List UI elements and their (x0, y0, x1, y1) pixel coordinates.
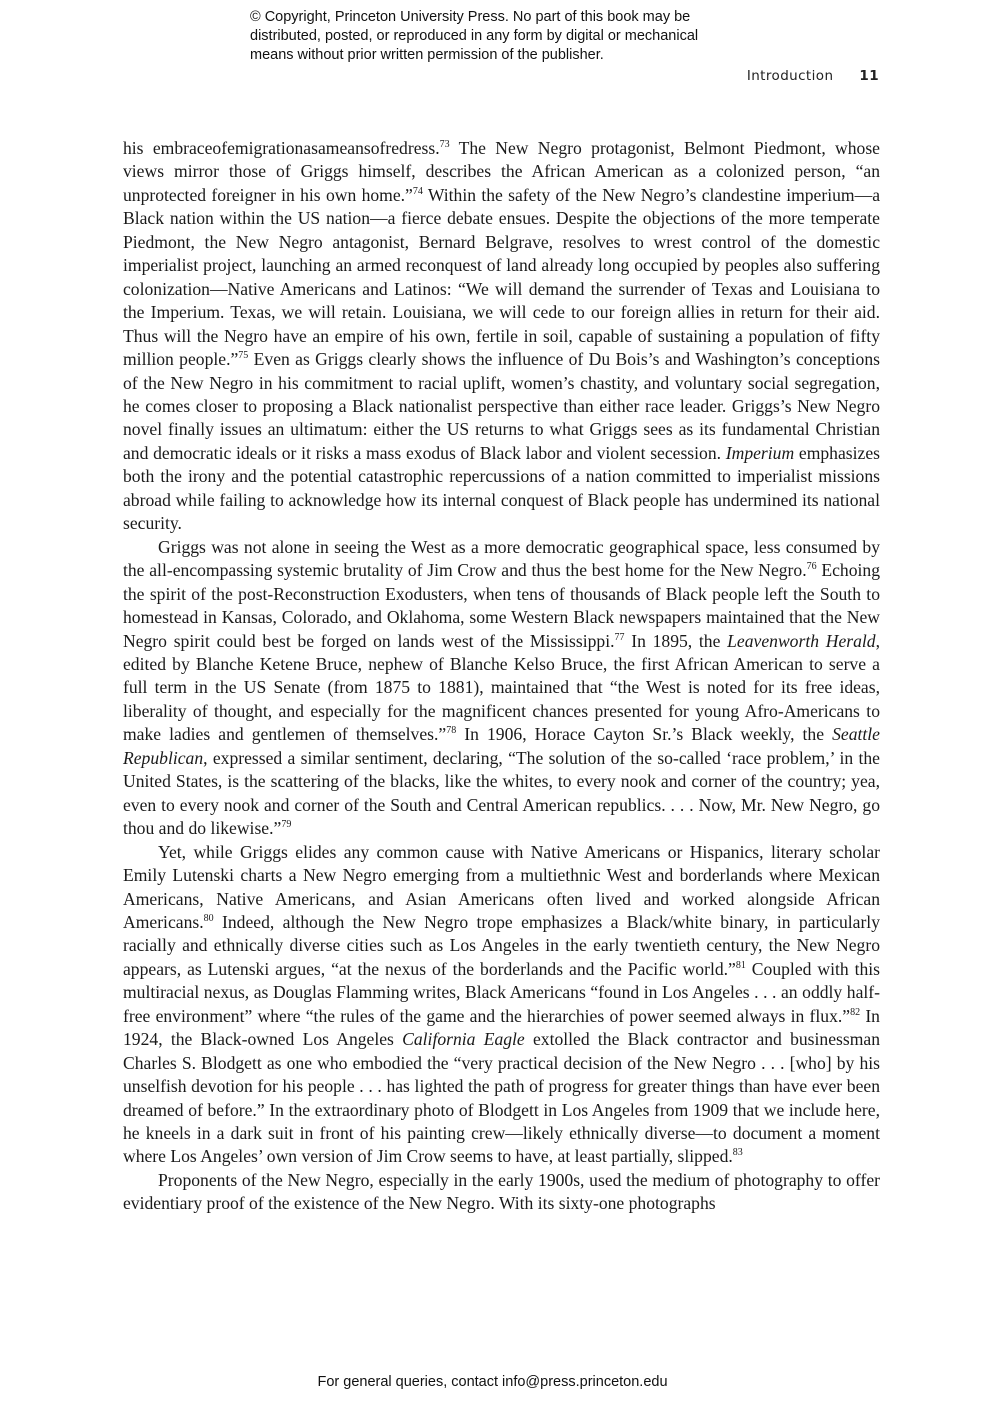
text-run: , edited by Blanche Ketene Bruce, nephew of Blanche Kelso Bruce, the first African American to serve a full term in the US Senate (from 1875 to 1881), maintained that “the West is noted for its free ideas, liberality of thought, and especially for the magnificent chances presented for young Afro-Americans to make ladies and gentlemen of themselves.” (123, 630, 880, 745)
text-run: emphasizes both the irony and the potential catastrophic repercussions of a nation committed to imperialist missions abroad while failing to acknowledge how its internal conquest of Black people has undermined its national security. (123, 442, 880, 534)
page-number: 11 (859, 68, 879, 84)
text-run: Indeed, although the New Negro trope emphasizes a Black/white binary, in particularly racially and ethnically diverse cities such as Los Angeles in the early twentieth century, the New Negro appears, as Lutenski argues, “at the nexus of the borderlands and the Pacific world.” (123, 911, 880, 979)
footnote-ref: 80 (203, 912, 214, 924)
footnote-ref: 75 (238, 350, 249, 362)
text-run: extolled the Black contractor and businessman Charles S. Blodgett as one who embodied the “very practical decision of the New Negro . . . [who] by his unselfish devotion for his people . . . has lighted the path of progress for greater things than have ever been dreamed of before.” In the extraordinary photo of Blodgett in Los Angeles from 1909 that we include here, he kneels in a dark suit in front of his painting crew—likely ethnically diverse—to document a moment where Los Angeles’ own version of Jim Crow seems to have, at least partially, slipped. (123, 1029, 881, 1167)
text-run: The New Negro protagonist, Belmont Piedmont, whose views mirror those of Griggs himself, describes the African American as a colonized person, “an unprotected foreigner in his own home.” (123, 138, 880, 205)
footnote-ref: 77 (614, 631, 625, 643)
text-run: In 1895, the (624, 630, 728, 651)
body-text (123, 137, 880, 1216)
copyright-line: means without prior written permission of the publisher. (250, 47, 604, 63)
running-head (747, 68, 879, 84)
text-run: Even as Griggs clearly shows the influence of Du Bois’s and Washington’s conceptions of the New Negro in his commitment to racial uplift, women’s chastity, and voluntary social segregation, he comes closer to proposing a Black nationalist perspective than either race leader. Griggs’s New Negro novel finally issues an ultimatum: either the US returns to what Griggs sees as its fundamental Christian and democratic ideals or it risks a mass exodus of Black labor and violent secession. (123, 349, 880, 463)
paragraph (123, 536, 880, 841)
copyright-notice (250, 8, 770, 65)
italic-title: Leavenworth Herald (727, 630, 876, 651)
footer-contact: For general queries, contact info@press.princeton.edu (317, 1374, 668, 1390)
text-run: Within the safety of the New Negro’s clandestine imperium—a Black nation within the US nation—a fierce debate ensues. Despite the objections of the more temperate Piedmont, the New Negro antagonist, Bernard Belgrave, resolves to wrest control of the domestic imperialist project, launching an armed reconquest of land already long occupied by peoples also suffering colonization—Native Americans and Latinos: “We will demand the surrender of Texas and Louisiana to the Imperium. Texas, we will retain. Louisiana, we will cede to our foreign allies in return for their aid. Thus will the Negro have an empire of his own, fertile in soil, capable of sustaining a population of fifty million people.” (123, 184, 881, 370)
paragraph (123, 137, 880, 536)
italic-title: Seattle Republican (123, 724, 880, 768)
text-run: Echoing the spirit of the post-Reconstruction Exodusters, when tens of thousands of Black people left the South to homestead in Kansas, Colorado, and Oklahoma, some Western Black newspapers maintained that the New Negro spirit could best be forged on lands west of the Mississippi. (123, 560, 880, 651)
running-head-title: Introduction (746, 68, 834, 84)
text-run: Coupled with this multiracial nexus, as Douglas Flamming writes, Black Americans “found in Los Angeles . . . an oddly half-free environment” where “the rules of the game and the hierarchies of power seemed always in flux.” (123, 958, 881, 1026)
footnote-ref: 76 (806, 561, 817, 573)
text-run: his embraceofemigrationasameansofredress. (123, 138, 440, 158)
text-run: Yet, while Griggs elides any common cause with Native Americans or Hispanics, literary scholar Emily Lutenski charts a New Negro emerging from a multiethnic West and borderlands where Mexican Americans, Native Americans, and Asian Americans often lived and worked alongside African Americans. (123, 841, 880, 932)
paragraph (123, 1169, 880, 1216)
italic-title: California Eagle (402, 1029, 525, 1050)
paragraph (123, 841, 880, 1169)
text-run: In 1924, the Black-owned Los Angeles (123, 1005, 880, 1050)
text-run: , expressed a similar sentiment, declaring, “The solution of the so-called ‘race problem,’ in the United States, is the scattering of the blacks, like the whites, to every nook and corner of the country; yea, even to every nook and corner of the South and Central American republics. . . . Now, Mr. New Negro, go thou and do likewise.” (123, 747, 880, 839)
copyright-line: © Copyright, Princeton University Press. No part of this book may be (250, 9, 691, 25)
footnote-ref: 83 (732, 1147, 743, 1159)
footnote-ref: 81 (735, 959, 746, 971)
copyright-line: distributed, posted, or reproduced in any form by digital or mechanical (250, 28, 699, 44)
footnote-ref: 78 (446, 725, 457, 737)
text-run: Griggs was not alone in seeing the West as a more democratic geographical space, less consumed by the all-encompassing systemic brutality of Jim Crow and thus the best home for the New Negro. (123, 536, 880, 581)
footnote-ref: 82 (850, 1006, 861, 1018)
text-run: In 1906, Horace Cayton Sr.’s Black weekly, the (456, 724, 833, 745)
footnote-ref: 73 (439, 139, 450, 150)
italic-title: Imperium (725, 442, 795, 463)
footnote-ref: 74 (412, 185, 423, 197)
text-run: Proponents of the New Negro, especially in the early 1900s, used the medium of photography to offer evidentiary proof of the existence of the New Negro. With its sixty-one photographs (123, 1169, 880, 1214)
footnote-ref: 79 (281, 819, 292, 831)
